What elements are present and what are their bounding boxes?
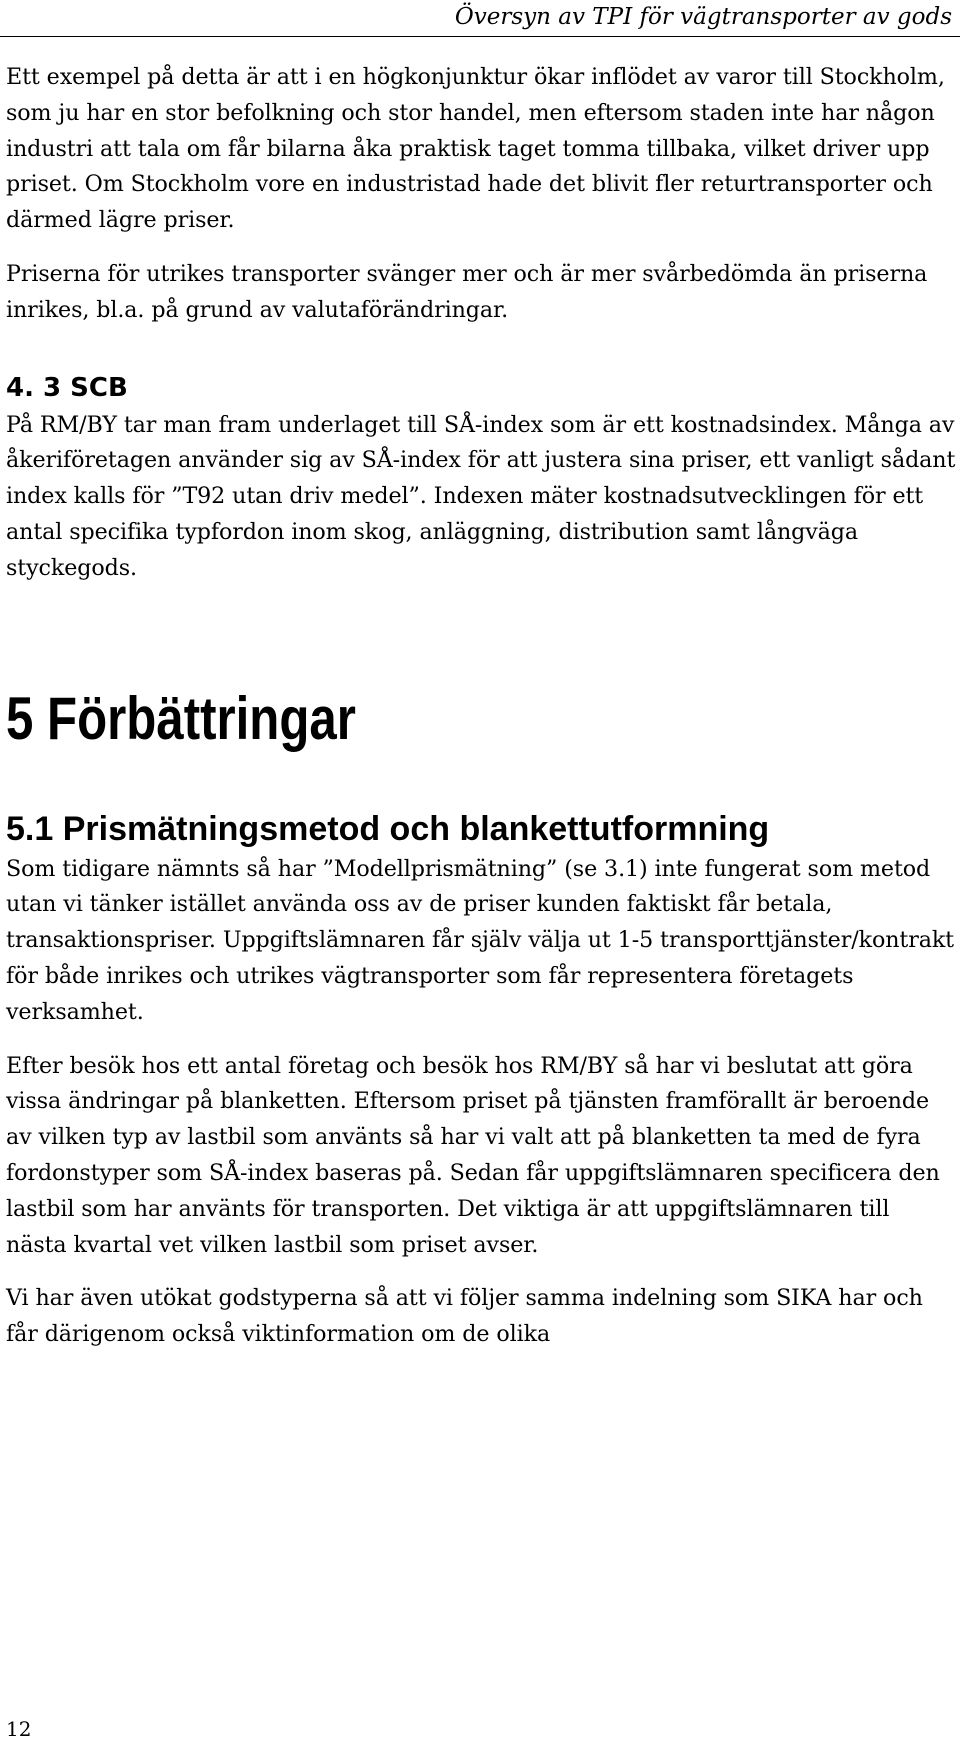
paragraph-measurement-method: Som tidigare nämnts så har ”Modellprismätning” (se 3.1) inte fungerat som metod utan vi tänker istället använda oss av de priser kunden faktiskt får betala, transaktionspriser. Uppgiftslämnaren får själv välja ut 1-5 transporttjänster/kontrakt för både inrikes och utrikes vägtransporter som får representera företagets verksamhet.	[6, 855, 954, 1025]
chapter-heading-5: 5 Förbättringar	[6, 684, 356, 752]
paragraph-stockholm-example: Ett exempel på detta är att i en högkonjunktur ökar inflödet av varor till Stockholm, som ju har en stor befolkning och stor handel, men eftersom staden inte har någon industri att tala om får bilarna åka praktisk taget tomma tillbaka, vilket driver upp priset. Om Stockholm vore en industristad hade det blivit fler returtransporter och därmed lägre priser.	[6, 64, 945, 234]
running-header: Översyn av TPI för vägtransporter av gods	[454, 4, 952, 30]
paragraph-form-changes: Efter besök hos ett antal företag och besök hos RM/BY så har vi beslutat att göra vissa ändringar på blanketten. Eftersom priset på tjänsten framförallt är beroende av vilken typ av lastbil som använts så har vi valt att på blanketten ta med de fyra fordonstyper som SÅ-index baseras på. Sedan får uppgiftslämnaren specificera den lastbil som har använts för transporten. Det viktiga är att uppgiftslämnaren till nästa kvartal vet vilken lastbil som priset avser.	[6, 1052, 940, 1258]
paragraph-foreign-prices: Priserna för utrikes transporter svänger mer och är mer svårbedömda än priserna inrikes, bl.a. på grund av valutaförändringar.	[6, 260, 928, 323]
section-heading-5-1: 5.1 Prismätningsmetod och blankettutformning	[6, 809, 770, 848]
paragraph-scb: På RM/BY tar man fram underlaget till SÅ-index som är ett kostnadsindex. Många av åkeriföretagen använder sig av SÅ-index för att justera sina priser, ett vanligt sådant index kalls för ”T92 utan driv medel”. Indexen mäter kostnadsutvecklingen för ett antal specifika typfordon inom skog, anläggning, distribution samt långväga styckegods.	[6, 411, 956, 581]
paragraph-goods-types: Vi har även utökat godstyperna så att vi följer samma indelning som SIKA har och får därigenom också viktinformation om de olika	[6, 1285, 923, 1348]
header-divider	[0, 36, 960, 37]
page-body	[6, 60, 956, 1371]
page-number: 12	[6, 1717, 32, 1741]
section-heading-4-3: 4. 3 SCB	[6, 372, 128, 403]
